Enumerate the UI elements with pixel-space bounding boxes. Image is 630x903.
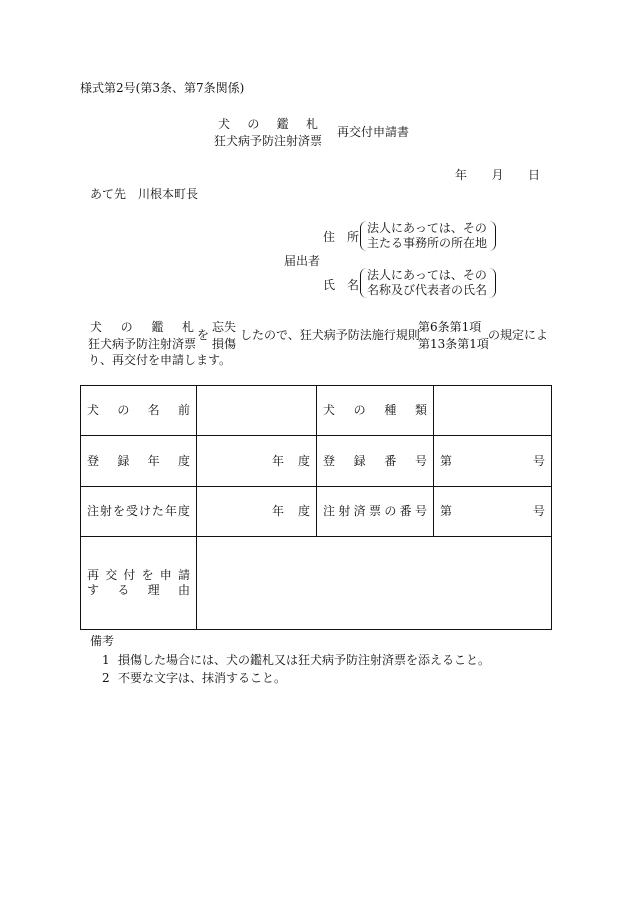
label-char: け bbox=[138, 504, 151, 518]
note-item bbox=[102, 653, 490, 668]
form-number-label: 様式第2号(第3条、第7条関係) bbox=[80, 81, 245, 95]
paragraph-middle: したので、狂犬病予防法施行規則 bbox=[240, 328, 420, 342]
title-vaccination-tag: 狂犬病予防注射済票 bbox=[214, 134, 323, 148]
name-note bbox=[360, 268, 496, 298]
label-char: 請 bbox=[177, 568, 190, 582]
note-text: 不要な文字は、抹消すること。 bbox=[118, 671, 287, 685]
address-note-line: 法人にあっては、その bbox=[367, 221, 487, 235]
label-char: 度 bbox=[177, 504, 190, 518]
vaccination-tag-number-field[interactable] bbox=[434, 487, 552, 537]
vaccination-year-field[interactable] bbox=[197, 487, 317, 537]
title-dog-tag bbox=[218, 117, 318, 132]
note-text: 損傷した場合には、犬の鑑札又は狂犬病予防注射済票を添えること。 bbox=[118, 653, 491, 667]
label-char: 登 bbox=[323, 453, 336, 468]
paragraph-option-dog-tag bbox=[90, 320, 194, 335]
paragraph-line2: り、再交付を申請します。 bbox=[88, 353, 232, 367]
unit-char: 度 bbox=[297, 504, 310, 518]
dog-name-label bbox=[81, 386, 197, 436]
vaccination-year-label bbox=[81, 487, 197, 537]
label-char: る bbox=[117, 583, 130, 597]
dog-name-field[interactable] bbox=[197, 386, 317, 436]
label-char: 種 bbox=[384, 403, 397, 417]
paragraph-option-lost: 忘失 bbox=[212, 320, 237, 334]
label-char: 録 bbox=[117, 453, 130, 468]
paragraph-char: の bbox=[120, 320, 133, 334]
name-label bbox=[323, 278, 359, 293]
label-char: 名 bbox=[147, 403, 160, 417]
number-prefix: 第 bbox=[440, 504, 453, 518]
label-char: 受 bbox=[125, 504, 138, 518]
label-char: た bbox=[151, 504, 164, 518]
address-note bbox=[360, 221, 496, 251]
label-char: 録 bbox=[353, 453, 366, 468]
table-row bbox=[81, 436, 552, 487]
table-row bbox=[81, 487, 552, 537]
table-row bbox=[81, 386, 552, 436]
label-char: 理 bbox=[147, 583, 160, 597]
label-char: を bbox=[112, 504, 125, 518]
label-char: 射 bbox=[99, 504, 112, 518]
paragraph-option-damaged: 損傷 bbox=[212, 337, 237, 351]
date-month: 月 bbox=[491, 168, 504, 182]
note-item bbox=[102, 671, 286, 686]
label-char: 番 bbox=[384, 453, 397, 468]
paragraph-char: 札 bbox=[181, 320, 194, 334]
label-char: す bbox=[87, 583, 100, 597]
label-char: 登 bbox=[87, 453, 100, 468]
label-char: 由 bbox=[177, 583, 190, 597]
label-char: 注 bbox=[87, 504, 100, 518]
label-char: 前 bbox=[177, 403, 190, 417]
note-number: 2 bbox=[102, 671, 110, 685]
paragraph-end: の規定によ bbox=[488, 328, 549, 342]
label-char: 年 bbox=[147, 453, 160, 468]
label-char: 年 bbox=[164, 504, 177, 518]
number-suffix: 号 bbox=[532, 504, 545, 518]
paragraph-char: 鑑 bbox=[151, 320, 164, 334]
label-char: の bbox=[117, 403, 130, 417]
label-char: 類 bbox=[414, 403, 427, 417]
label-char: を bbox=[141, 568, 154, 582]
vaccination-tag-number-label bbox=[317, 487, 434, 537]
address-label-char: 住 bbox=[323, 230, 336, 244]
dog-breed-field[interactable] bbox=[434, 386, 552, 436]
dog-breed-label bbox=[317, 386, 434, 436]
registration-number-field[interactable] bbox=[434, 436, 552, 487]
label-char: 番 bbox=[399, 504, 412, 518]
label-char: 射 bbox=[338, 504, 351, 518]
address-label bbox=[323, 230, 359, 245]
registration-year-label bbox=[81, 436, 197, 487]
label-char: 票 bbox=[368, 504, 381, 518]
paragraph-option-vaccination-tag: 狂犬病予防注射済票 bbox=[88, 337, 197, 351]
unit-char: 年 bbox=[271, 453, 284, 468]
label-char: 犬 bbox=[87, 403, 100, 417]
label-char: 注 bbox=[323, 504, 336, 518]
label-char: の bbox=[384, 504, 397, 518]
title-char: 犬 bbox=[218, 117, 231, 131]
label-char: の bbox=[353, 403, 366, 417]
date-day: 日 bbox=[527, 168, 540, 182]
label-char: 号 bbox=[414, 453, 427, 468]
reissue-reason-label bbox=[81, 537, 197, 630]
address-note-line: 主たる事務所の所在地 bbox=[367, 236, 488, 250]
paragraph-option-article13: 第13条第1項 bbox=[418, 337, 489, 351]
name-note-line: 名称及び代表者の氏名 bbox=[367, 283, 488, 297]
label-char: 申 bbox=[159, 568, 172, 582]
paragraph-particle: を bbox=[197, 328, 210, 342]
notes-title: 備考 bbox=[90, 634, 115, 648]
label-char: 交 bbox=[105, 568, 118, 582]
title-char: 鑑 bbox=[276, 117, 289, 131]
registration-number-label bbox=[317, 436, 434, 487]
name-note-line: 法人にあっては、その bbox=[367, 268, 487, 282]
title-reissue-application: 再交付申請書 bbox=[337, 125, 410, 139]
address-label-char: 所 bbox=[346, 230, 359, 244]
paragraph-option-article6: 第6条第1項 bbox=[418, 320, 482, 334]
number-prefix: 第 bbox=[440, 453, 453, 468]
reissue-reason-field[interactable] bbox=[197, 537, 552, 630]
paragraph-char: 犬 bbox=[90, 320, 103, 334]
note-number: 1 bbox=[102, 653, 110, 667]
label-char: 付 bbox=[123, 568, 136, 582]
title-char: の bbox=[247, 117, 260, 131]
label-char: 再 bbox=[87, 568, 100, 582]
label-char: 済 bbox=[353, 504, 366, 518]
number-suffix: 号 bbox=[532, 453, 545, 468]
label-char: 犬 bbox=[323, 403, 336, 417]
unit-char: 年 bbox=[271, 504, 284, 518]
name-label-char: 名 bbox=[346, 278, 359, 292]
application-table bbox=[80, 385, 552, 630]
notifier-label: 届出者 bbox=[284, 254, 321, 268]
label-char: 号 bbox=[414, 504, 427, 518]
title-char: 札 bbox=[305, 117, 318, 131]
date-field bbox=[455, 168, 540, 183]
registration-year-field[interactable] bbox=[197, 436, 317, 487]
addressee: あて先 川根本町長 bbox=[90, 187, 199, 201]
date-year: 年 bbox=[455, 168, 468, 182]
unit-char: 度 bbox=[297, 453, 310, 468]
name-label-char: 氏 bbox=[323, 278, 336, 292]
table-row bbox=[81, 537, 552, 630]
label-char: 度 bbox=[177, 453, 190, 468]
